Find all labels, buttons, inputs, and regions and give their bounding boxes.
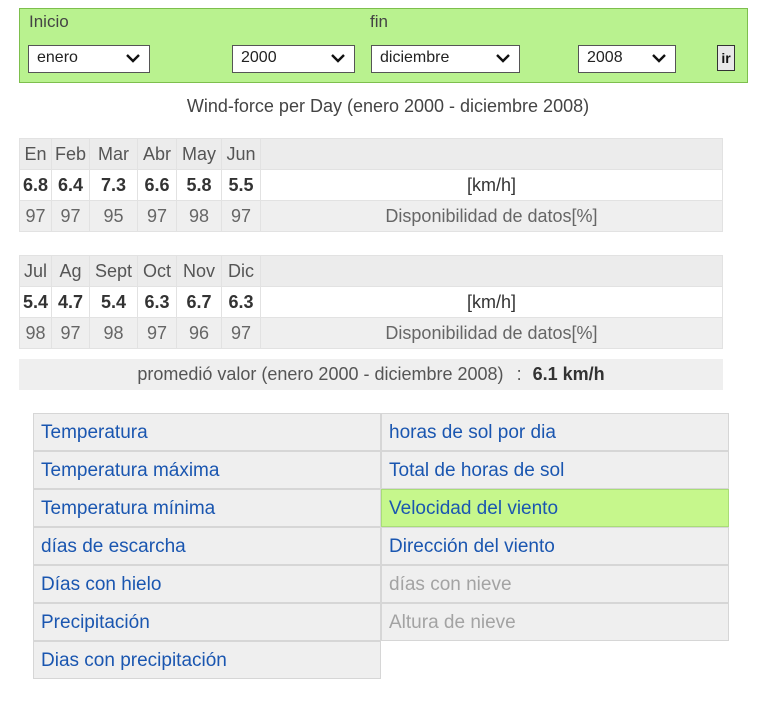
month-header: Dic <box>222 256 261 287</box>
chevron-down-icon <box>329 49 347 67</box>
month-header-row <box>20 139 723 170</box>
link-temperatura[interactable]: Temperatura <box>33 413 381 451</box>
start-year-select[interactable] <box>232 45 355 73</box>
availability-value: 97 <box>52 318 90 349</box>
month-header: Abr <box>138 139 177 170</box>
start-year-value: 2000 <box>241 49 277 66</box>
month-header: Oct <box>138 256 177 287</box>
wind-value: 5.5 <box>222 170 261 201</box>
month-header: May <box>177 139 222 170</box>
availability-value: 95 <box>90 201 138 232</box>
wind-value: 5.8 <box>177 170 222 201</box>
link-total-de-horas-de-sol[interactable]: Total de horas de sol <box>381 451 729 489</box>
availability-value: 97 <box>138 201 177 232</box>
wind-value-row <box>20 170 723 201</box>
link-dias-con-hielo[interactable]: Días con hielo <box>33 565 381 603</box>
link-altura-de-nieve: Altura de nieve <box>381 603 729 641</box>
link-precipitacion[interactable]: Precipitación <box>33 603 381 641</box>
availability-label: Disponibilidad de datos[%] <box>261 318 723 349</box>
month-header: Mar <box>90 139 138 170</box>
start-month-value: enero <box>37 49 78 66</box>
start-month-select[interactable] <box>28 45 150 73</box>
wind-value: 6.8 <box>20 170 52 201</box>
availability-value: 97 <box>222 201 261 232</box>
end-year-select[interactable] <box>578 45 676 73</box>
start-label: Inicio <box>29 12 69 31</box>
average-row <box>19 359 723 390</box>
wind-value: 6.6 <box>138 170 177 201</box>
availability-value: 97 <box>138 318 177 349</box>
month-header: En <box>20 139 52 170</box>
chevron-down-icon <box>124 49 142 67</box>
wind-value: 6.3 <box>138 287 177 318</box>
empty-header-cell <box>261 256 723 287</box>
end-year-value: 2008 <box>587 49 623 66</box>
link-dias-de-escarcha[interactable]: días de escarcha <box>33 527 381 565</box>
availability-value: 97 <box>222 318 261 349</box>
unit-label: [km/h] <box>261 287 723 318</box>
availability-row <box>20 318 723 349</box>
availability-value: 97 <box>52 201 90 232</box>
link-velocidad-del-viento[interactable]: Velocidad del viento <box>381 489 729 527</box>
availability-label: Disponibilidad de datos[%] <box>261 201 723 232</box>
empty-header-cell <box>261 139 723 170</box>
date-range-filter <box>19 8 748 83</box>
monthly-wind-table-1 <box>19 138 723 232</box>
month-header: Jun <box>222 139 261 170</box>
wind-value: 5.4 <box>20 287 52 318</box>
chevron-down-icon <box>494 49 512 67</box>
average-separator: : <box>516 364 522 384</box>
end-month-select[interactable] <box>371 45 520 73</box>
end-month-value: diciembre <box>380 49 450 66</box>
month-header: Feb <box>52 139 90 170</box>
link-temperatura-maxima[interactable]: Temperatura máxima <box>33 451 381 489</box>
link-dias-con-precipitacion[interactable]: Dias con precipitación <box>33 641 381 679</box>
month-header: Jul <box>20 256 52 287</box>
month-header: Sept <box>90 256 138 287</box>
wind-value: 6.7 <box>177 287 222 318</box>
unit-label: [km/h] <box>261 170 723 201</box>
go-button[interactable]: ir <box>717 45 735 71</box>
availability-value: 97 <box>20 201 52 232</box>
average-label: promedió valor (enero 2000 - diciembre 2008) <box>137 364 504 384</box>
monthly-wind-table-2 <box>19 255 723 349</box>
availability-value: 98 <box>90 318 138 349</box>
wind-value: 6.3 <box>222 287 261 318</box>
month-header-row <box>20 256 723 287</box>
month-header: Nov <box>177 256 222 287</box>
page-title: Wind-force per Day (enero 2000 - diciembre 2008) <box>186 96 590 116</box>
wind-value: 5.4 <box>90 287 138 318</box>
link-temperatura-minima[interactable]: Temperatura mínima <box>33 489 381 527</box>
chevron-down-icon <box>650 49 668 67</box>
link-dias-con-nieve: días con nieve <box>381 565 729 603</box>
availability-value: 98 <box>20 318 52 349</box>
link-horas-de-sol-por-dia[interactable]: horas de sol por dia <box>381 413 729 451</box>
average-value: 6.1 km/h <box>532 364 605 384</box>
wind-value: 7.3 <box>90 170 138 201</box>
link-direccion-del-viento[interactable]: Dirección del viento <box>381 527 729 565</box>
end-label: fin <box>370 12 388 31</box>
availability-value: 98 <box>177 201 222 232</box>
wind-value-row <box>20 287 723 318</box>
availability-value: 96 <box>177 318 222 349</box>
availability-row <box>20 201 723 232</box>
wind-value: 4.7 <box>52 287 90 318</box>
month-header: Ag <box>52 256 90 287</box>
wind-value: 6.4 <box>52 170 90 201</box>
